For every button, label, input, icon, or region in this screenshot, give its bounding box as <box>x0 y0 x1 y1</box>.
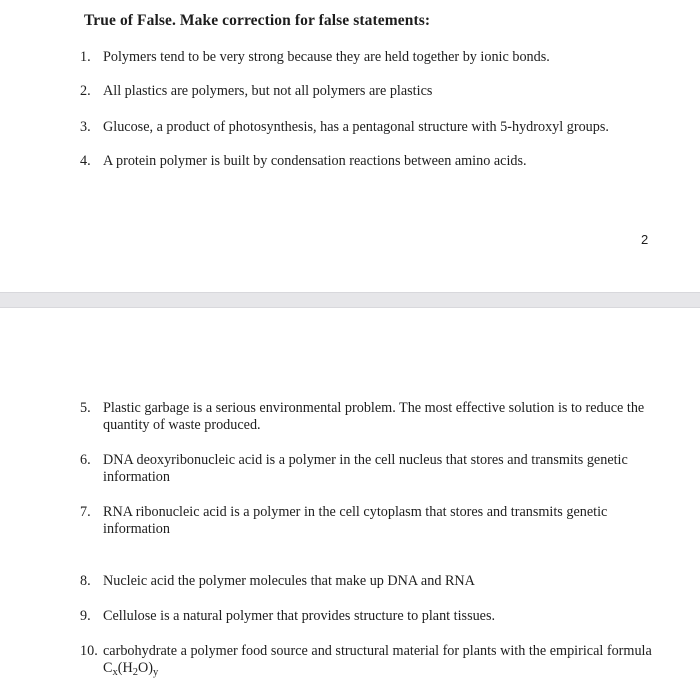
question-text: carbohydrate a polymer food source and structural material for plants with the empirical formula <box>103 643 652 659</box>
document-page-top <box>0 0 700 292</box>
question-number: 10. <box>80 643 98 659</box>
question-number: 4. <box>80 153 91 169</box>
empirical-formula: $C_x(H_2O)_y$ <box>103 660 159 678</box>
question-text: RNA ribonucleic acid is a polymer in the cell cytoplasm that stores and transmits genetic information <box>103 504 608 537</box>
question-item <box>80 452 660 486</box>
page-separator <box>0 292 700 308</box>
question-number: 5. <box>80 400 91 416</box>
question-item <box>80 400 660 434</box>
question-text-block <box>103 643 660 678</box>
question-text: A protein polymer is built by condensation reactions between amino acids. <box>103 153 527 169</box>
question-text: All plastics are polymers, but not all polymers are plastics <box>103 83 433 99</box>
question-text: Polymers tend to be very strong because they are held together by ionic bonds. <box>103 49 550 65</box>
question-item <box>80 83 660 100</box>
question-item <box>80 608 660 625</box>
question-text: Plastic garbage is a serious environmental problem. The most effective solution is to reduce the quantity of waste produced. <box>103 400 645 433</box>
question-number: 7. <box>80 504 91 520</box>
question-number: 1. <box>80 49 91 65</box>
page-heading: True of False. Make correction for false statements: <box>84 12 431 29</box>
question-number: 2. <box>80 83 91 99</box>
question-text: DNA deoxyribonucleic acid is a polymer in the cell nucleus that stores and transmits genetic information <box>103 452 628 485</box>
question-item <box>80 49 660 66</box>
question-item <box>80 119 660 136</box>
question-item <box>80 153 660 170</box>
question-text: Cellulose is a natural polymer that provides structure to plant tissues. <box>103 608 496 624</box>
question-number: 6. <box>80 452 91 468</box>
question-number: 8. <box>80 573 91 589</box>
question-number: 9. <box>80 608 91 624</box>
question-text: Glucose, a product of photosynthesis, has a pentagonal structure with 5-hydroxyl groups. <box>103 119 609 135</box>
question-item <box>80 643 660 678</box>
page-number: 2 <box>641 232 649 247</box>
document-page-bottom <box>0 308 700 700</box>
question-text: Nucleic acid the polymer molecules that make up DNA and RNA <box>103 573 475 589</box>
question-item <box>80 573 660 590</box>
question-number: 3. <box>80 119 91 135</box>
question-item <box>80 504 660 538</box>
